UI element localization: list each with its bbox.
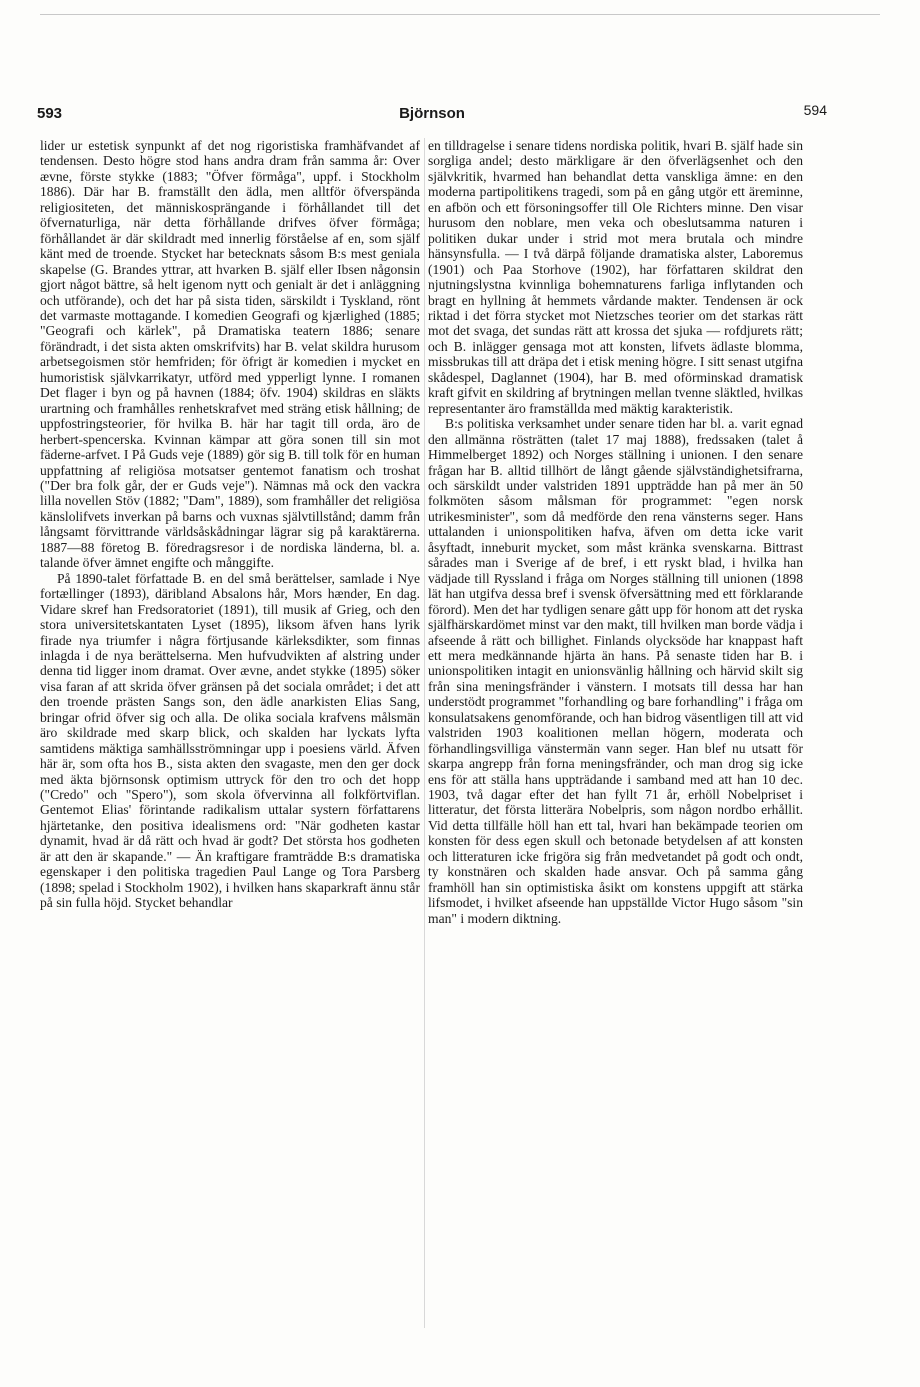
paragraph: lider ur estetisk synpunkt af det nog rigoristiska framhäfvandet af tendensen. Desto högre stod hans andra dram från samma år: Over ævne, förste stykke (1883; "Öfver förmåga", uppf. i Stockholm 1886). Där har B. framställt den ädla, men alltför öfverspända religiositeten, det människosprängande i förhållandet till det öfvernaturliga, när detta förhållande drifves öfver förmåga; förhållandet är där skildradt med innerlig förståelse af en, som själf känt med de troende. Stycket har betecknats såsom B:s mest geniala skapelse (G. Brandes yttrar, att hvarken B. själf eller Ibsen någonsin gjort något bättre, så helt igenom nytt och genialt är det i anläggning och utförande), och det har på sista tiden, särskildt i Tyskland, rönt det varmaste mottagande. I komedien Geografi og kjærlighed (1885; "Geografi och kärlek", på Dramatiska teatern 1886; senare förändradt, i det sista akten omskrifvits) har B. velat skildra hurusom arbetsegoismen stör hemfriden; för öfrigt är komedien i mycket en humoristisk självkarrikatyr, utförd med ypperligt lynne. I romanen Det flager i byn og på havnen (1884; öfv. 1904) skildras en släkts urartning och framhålles renhetskrafvet med sträng etisk hållning; de uppfostringsteorier, för hvilka B. här har tagit till orda, äro de herbert-spencerska. Kvinnan kämpar att göra sonen till sin mot fäderne-arfvet. I På Guds veje (1889) gör sig B. till tolk för en human uppfattning af religiösa motsatser gentemot fanatism och troshat ("Der bra folk går, der er Guds veje"). Nämnas må ock den vackra lilla novellen Stöv (1882; "Dam", 1889), som framhåller det religiösa känslolifvets inverkan på barns och vuxnas självtillstånd; damm från långsamt förvittrande världsåskådningar lägrar sig på karaktärerna. 1887—88 företog B. föredragsresor i de nordiska länderna, bl. a. talande öfver ämnet engifte och månggifte. [40, 138, 420, 571]
page-title: Björnson [399, 105, 465, 122]
paragraph: en tilldragelse i senare tidens nordiska politik, hvari B. själf hade sin sorgliga andel; desto märkligare är den öfverlägsenhet och den självkritik, hvarmed han behandlat detta vanskliga ämne: en den moderna partipolitikens tragedi, som på en gång utgör ett äreminne, en afbön och ett försoningsoffer till Ole Richters minne. Den visar hurusom den noblare, men veka och obeslutsamma naturen i politiken dukar under i strid mot mera brutala och mindre hänsynsfulla. — I två därpå följande dramatiska alster, Laboremus (1901) och Paa Storhove (1902), har författaren skildrat den njutningslystna kvinnliga bohemnaturens farliga inflytanden och bragt en hyllning åt hemmets vårdande makter. Tendensen är ock riktad i det förra stycket mot Nietzsches teorier om det starkas rätt mot det svaga, det sundas rätt att krossa det sjuka — rofdjurets rätt; och B. inlägger gensaga mot att konsten, lifvets ädlaste blomma, missbrukas till att dräpa det i etisk mening högre. I sitt senast utgifna skådespel, Daglannet (1904), har B. med oförminskad dramatisk kraft gifvit en skildring af brytningen mellan tvenne släktled, hvilkas representanter äro framställda med mäktig karakteristik. [428, 138, 803, 416]
page-number-right: 594 [803, 102, 827, 118]
top-rule [40, 14, 880, 15]
column-divider [424, 138, 425, 1328]
paragraph: B:s politiska verksamhet under senare tiden har bl. a. varit egnad den allmänna rösträtten (talet 17 maj 1888), fredssaken (talet å Himmelberget 1892) och Norges ställning i unionen. I den senare frågan har B. alltid tillhört de långt gående självständighetsifrarna, och särskildt under valstriden 1891 uppträdde han på mer än 50 folkmöten såsom målsman för programmet: "egen norsk utrikesminister", som då medförde den rena vänsterns seger. Hans uttalanden i unionspolitiken hafva, äfven om detta icke varit åsyftadt, inneburit mycket, som måst kränka svenskarna. Bittrast sårades man i Sverige af de bref, i ett ryskt blad, i hvilka han vädjade till Ryssland i fråga om Norges ställning till unionen (1898 lät han utgifva dessa bref i svensk öfversättning med ett förklarande förord). Men det har tydligen senare gått upp för honom att det ryska själfhärskardömet minst var den makt, till hvilken man borde vädja i afseende å rätt och billighet. Finlands olycksöde har knappast haft ett mera medkännande hjärta än hans. På senaste tiden har B. i unionspolitiken intagit en unionsvänlig hållning och härvid skilt sig från sina meningsfränder i vänstern. I motsats till dessa har han understödt programmet "forhandling og bare forhandling" i fråga om konsulatsakens genomförande, och han bidrog väsentligen till att vid valstriden 1903 koalitionen mellan högern, moderata och förhandlingsvilliga vänstermän vann seger. Han blef nu utsatt för skarpa angrepp från forna meningsfränder, och man drog sig icke ens för att ställa hans uppträdande i samband med att han 10 dec. 1903, två dagar efter det han fyllt 71 år, erhöll Nobelpriset i litteratur, det första litterära Nobelpris, som någon nordbo erhållit. Vid detta tillfälle höll han ett tal, hvari han bekämpade teorien om konsten för dess egen skull och betonade betydelsen af att konsten och litteraturen icke frigöra sig från medvetandet på godt och ondt, ty konstnären och skalden hade ansvar. Och på samma gång framhöll han sin optimistiska åsikt om konstens uppgift att stärka lifsmodet, i hvilket afseende han uppställde Victor Hugo såsom "sin man" i modern diktning. [428, 416, 804, 926]
page-number-left: 593 [37, 105, 63, 122]
page-header [37, 102, 827, 127]
right-column [428, 138, 803, 926]
left-column [40, 138, 420, 911]
paragraph: På 1890-talet författade B. en del små berättelser, samlade i Nye fortællinger (1893), däribland Absalons hår, Mors hænder, En dag. Vidare skref han Fredsoratoriet (1891), till musik af Grieg, och den stora universitetskantaten Lyset (1895), liksom äfven hans lyrik firade nya triumfer i några förtjusande kärleksdikter, som finnas inlagda i de nya berättelserna. Men hufvudvikten af alstring under denna tid ligger inom dramat. Over ævne, andet stykke (1895) söker visa faran af att skrida öfver gränsen på det sociala området; i det att den troende prästen Sangs son, den ädle anarkisten Elias Sang, bringar ofrid öfver sig och alla. De olika sociala krafvens målsmän äro skildrade med skarp blick, och skalden har lyckats lyfta samtidens mäktiga samhällsströmningar upp i poesiens värld. Äfven här är, som ofta hos B., sista akten den svagaste, men den ger dock med äkta björnsonsk optimism uttryck för den tro och det hopp ("Credo" och "Spero"), som skola öfvervinna all folkförtviflan. Gentemot Elias' förintande radikalism uttalar systern författarens hjärtetanke, den positiva idealismens ord: "När godheten kastar dynamit, hvad är då rätt och hvad är godt? Det största hos godheten är att den är skapande." — Än kraftigare framträdde B:s dramatiska egenskaper i den politiska tragedien Paul Lange og Tora Parsberg (1898; spelad i Stockholm 1902), i hvilken hans skaparkraft ännu står på sin fulla höjd. Stycket behandlar [40, 570, 420, 911]
